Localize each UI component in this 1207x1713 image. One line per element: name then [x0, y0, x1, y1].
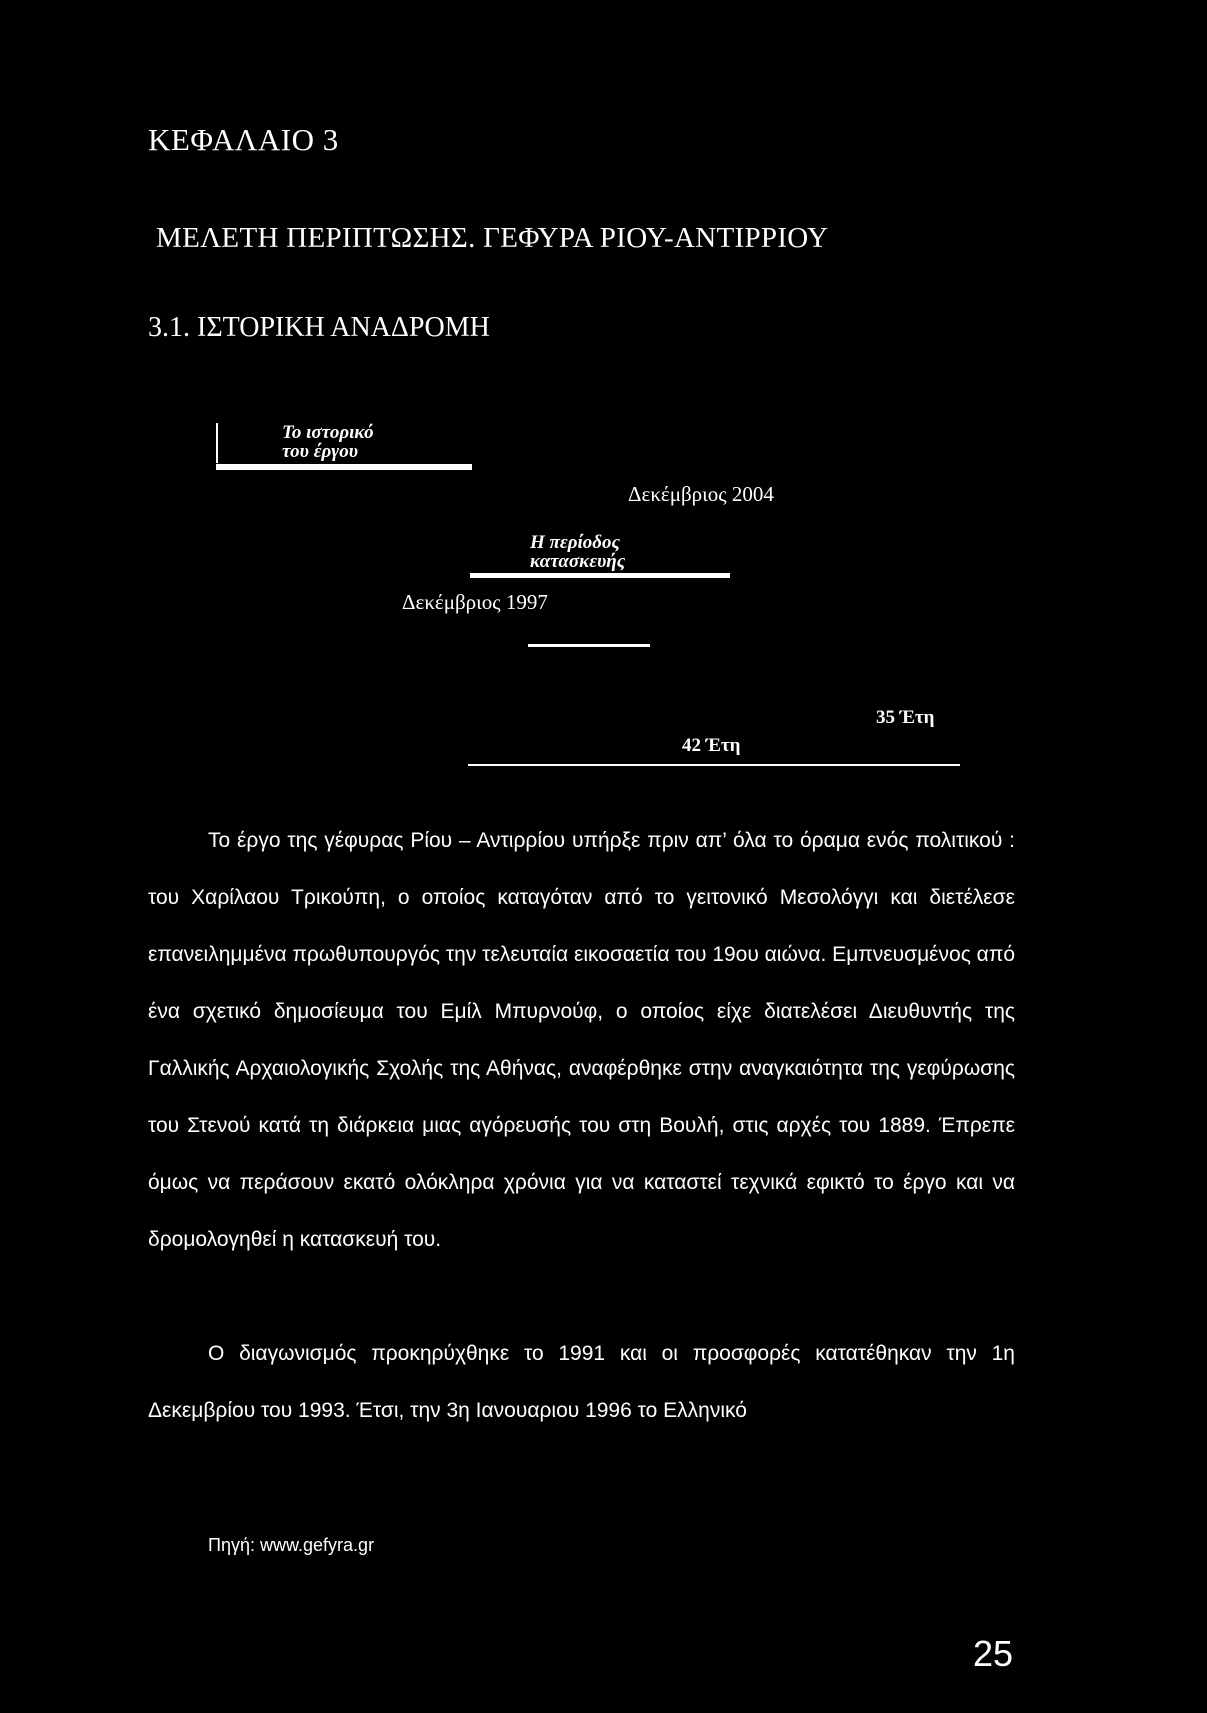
years-42-label: 42 Έτη — [682, 735, 741, 756]
baseline-bar — [468, 764, 960, 766]
construction-label-line1: Η περίοδος — [530, 532, 620, 553]
history-left-tick — [216, 423, 218, 463]
history-label-line1: Το ιστορικό — [282, 422, 374, 443]
source-note: Πηγή: www.gefyra.gr — [208, 1535, 375, 1555]
section-title: 3.1. ΙΣΤΟΡΙΚΗ ΑΝΑΔΡΟΜΗ — [148, 312, 490, 343]
history-bar — [216, 464, 472, 470]
body-paragraph-2 — [148, 1325, 1015, 1439]
case-study-title: ΜΕΛΕΤΗ ΠΕΡΙΠΤΩΣΗΣ. ΓΕΦΥΡΑ ΡΙΟΥ-ΑΝΤΙΡΡΙΟΥ — [156, 222, 829, 254]
start-date: Δεκέμβριος 1997 — [402, 590, 548, 614]
years-35-label: 35 Έτη — [876, 707, 935, 728]
timeline-diagram — [200, 415, 970, 775]
construction-label-line2: κατασκευής — [530, 551, 626, 572]
short-divider — [528, 644, 650, 647]
history-label-line2: του έργου — [282, 441, 359, 462]
body-paragraph-1 — [148, 812, 1015, 1268]
paragraph-1-text: Το έργο της γέφυρας Ρίου – Αντιρρίου υπήρξε πριν απ’ όλα το όραμα ενός πολιτικού : του Χαρίλαου Τρικούπη, ο οποίος καταγόταν από το γειτονικό Μεσολόγγι και διετέλεσε επανειλημμένα πρωθυπουργός την τελευταία εικοσαετία του 19ου αιώνα. Εμπνευσμένος από ένα σχετικό δημοσίευμα του Εμίλ Μπυρνούφ, ο οποίος είχε διατελέσει Διευθυντής της Γαλλικής Αρχαιολογικής Σχολής της Αθήνας, αναφέρθηκε στην αναγκαιότητα της γεφύρωσης του Στενού κατά τη διάρκεια μιας αγόρευσής του στη Βουλή, στις αρχές του 1889. Έπρεπε όμως να περάσουν εκατό ολόκληρα χρόνια για να καταστεί τεχνικά εφικτό το έργο και να δρομολογηθεί η κατασκευή του. — [148, 829, 1015, 1251]
chapter-heading: ΚΕΦΑΛΑΙΟ 3 — [148, 122, 339, 157]
end-date: Δεκέμβριος 2004 — [628, 482, 774, 506]
construction-bar — [470, 573, 730, 578]
paragraph-2-text: Ο διαγωνισμός προκηρύχθηκε το 1991 και οι προσφορές κατατέθηκαν την 1η Δεκεμβρίου του 1993. Έτσι, την 3η Ιανουαριου 1996 το Ελληνικό — [148, 1342, 1015, 1422]
page-number: 25 — [973, 1633, 1014, 1674]
